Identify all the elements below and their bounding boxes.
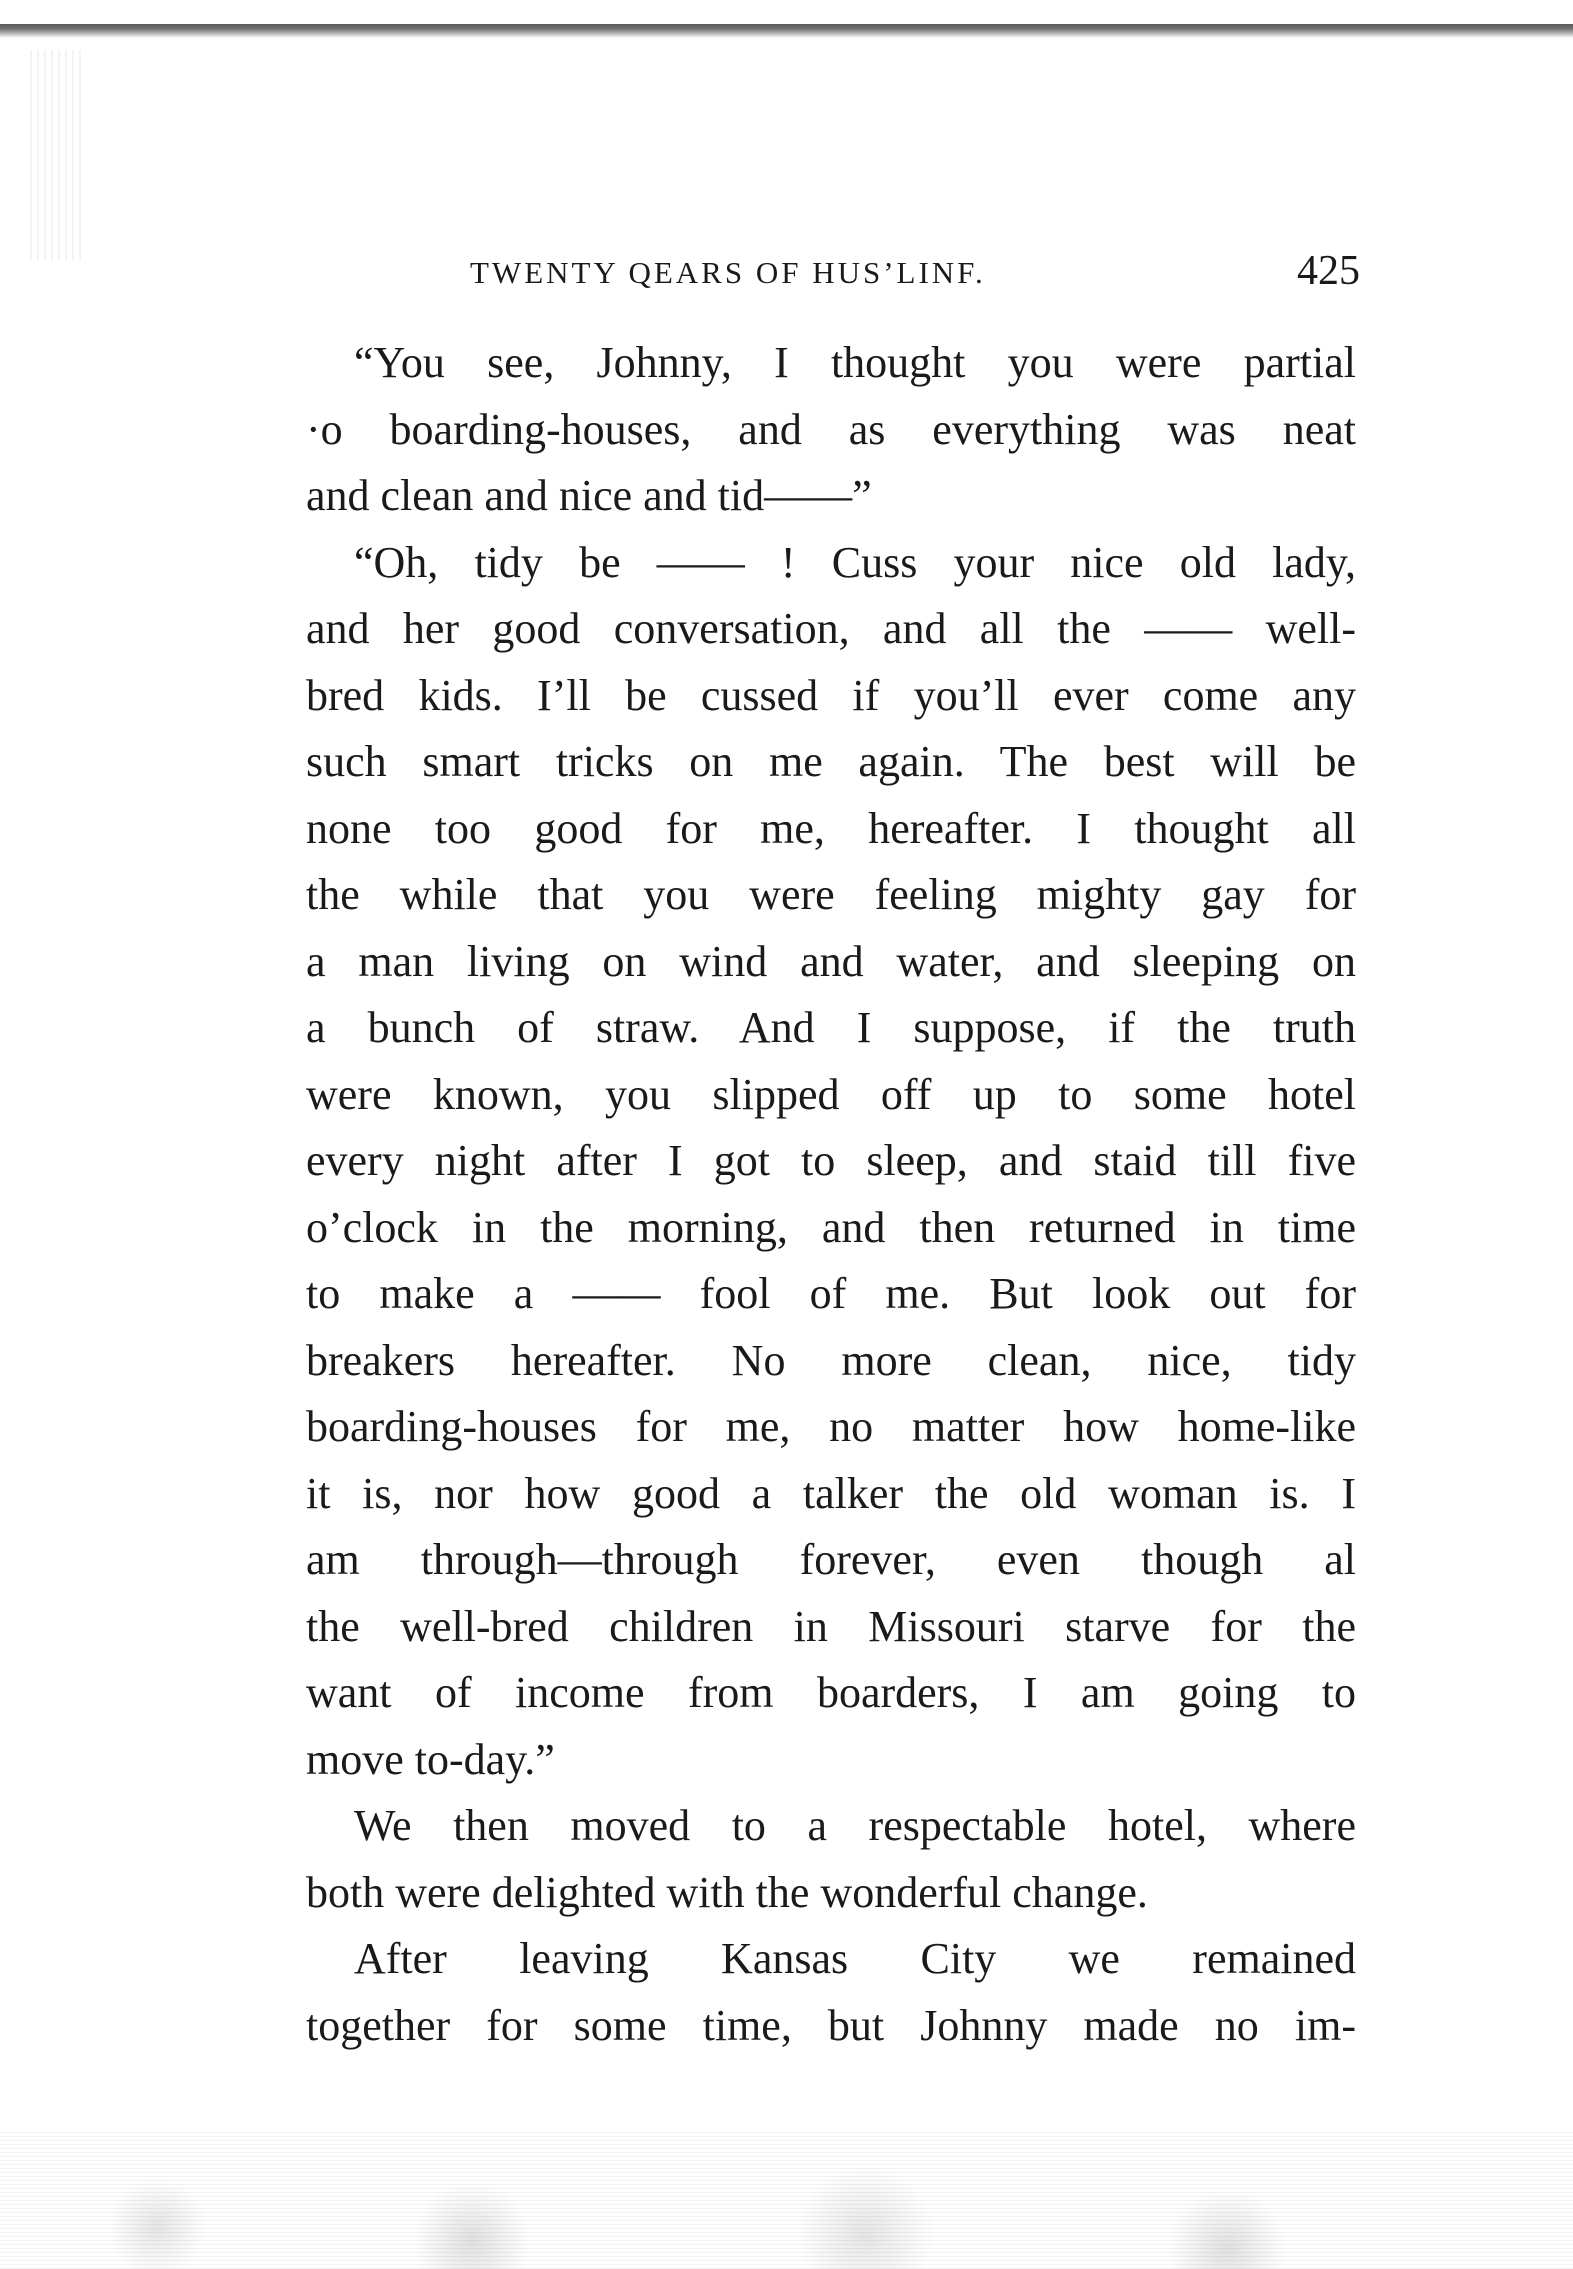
text-line: both were delighted with the wonderful change. — [306, 1867, 1148, 1917]
paragraph — [306, 330, 1356, 530]
running-title: TWENTY QEARS OF HUS’LINF. — [470, 255, 986, 290]
running-head — [300, 245, 1360, 305]
text-line: am through—through forever, even though al — [306, 1535, 1356, 1584]
text-line: together for some time, but Johnny made no im- — [306, 2000, 1356, 2050]
text-line: a man living on wind and water, and sleeping on — [306, 936, 1356, 986]
text-line: to make a —— fool of me. But look out for — [306, 1269, 1356, 1318]
paragraph — [306, 1926, 1356, 2059]
text-line: want of income from boarders, I am going to — [306, 1668, 1356, 1717]
text-line: breakers hereafter. No more clean, nice, tidy — [306, 1335, 1356, 1385]
text-line: bred kids. I’ll be cussed if you’ll ever come any — [306, 670, 1356, 720]
text-line: were known, you slipped off up to some hotel — [306, 1069, 1356, 1119]
body-text — [306, 330, 1356, 2059]
text-line: We then moved to a respectable hotel, where — [354, 1801, 1356, 1850]
scan-bottom-noise — [0, 2130, 1573, 2269]
scan-top-edge — [0, 24, 1573, 38]
text-line: ·o boarding-houses, and as everything was neat — [306, 404, 1356, 454]
text-line: and clean and nice and tid——” — [306, 471, 872, 520]
text-line: o’clock in the morning, and then returned in time — [306, 1202, 1356, 1252]
text-line: none too good for me, hereafter. I thought all — [306, 803, 1356, 853]
paragraph — [306, 530, 1356, 1794]
text-line: every night after I got to sleep, and staid till five — [306, 1136, 1356, 1185]
text-line: After leaving Kansas City we remained — [354, 1934, 1356, 1983]
text-line: the while that you were feeling mighty gay for — [306, 870, 1356, 919]
page-number: 425 — [1297, 248, 1360, 294]
text-line: “Oh, tidy be —— ! Cuss your nice old lady, — [354, 537, 1356, 587]
text-line: the well-bred children in Missouri starve for the — [306, 1601, 1356, 1651]
text-line: a bunch of straw. And I suppose, if the truth — [306, 1003, 1356, 1052]
text-line: such smart tricks on me again. The best will be — [306, 737, 1356, 786]
paragraph — [306, 1793, 1356, 1926]
scan-left-smudge — [30, 50, 85, 260]
text-line: move to-day.” — [306, 1734, 555, 1784]
text-line: and her good conversation, and all the —— well- — [306, 604, 1356, 653]
text-line: it is, nor how good a talker the old woman is. I — [306, 1468, 1356, 1518]
text-line: boarding-houses for me, no matter how home-like — [306, 1402, 1356, 1451]
text-line: “You see, Johnny, I thought you were partial — [354, 338, 1356, 387]
